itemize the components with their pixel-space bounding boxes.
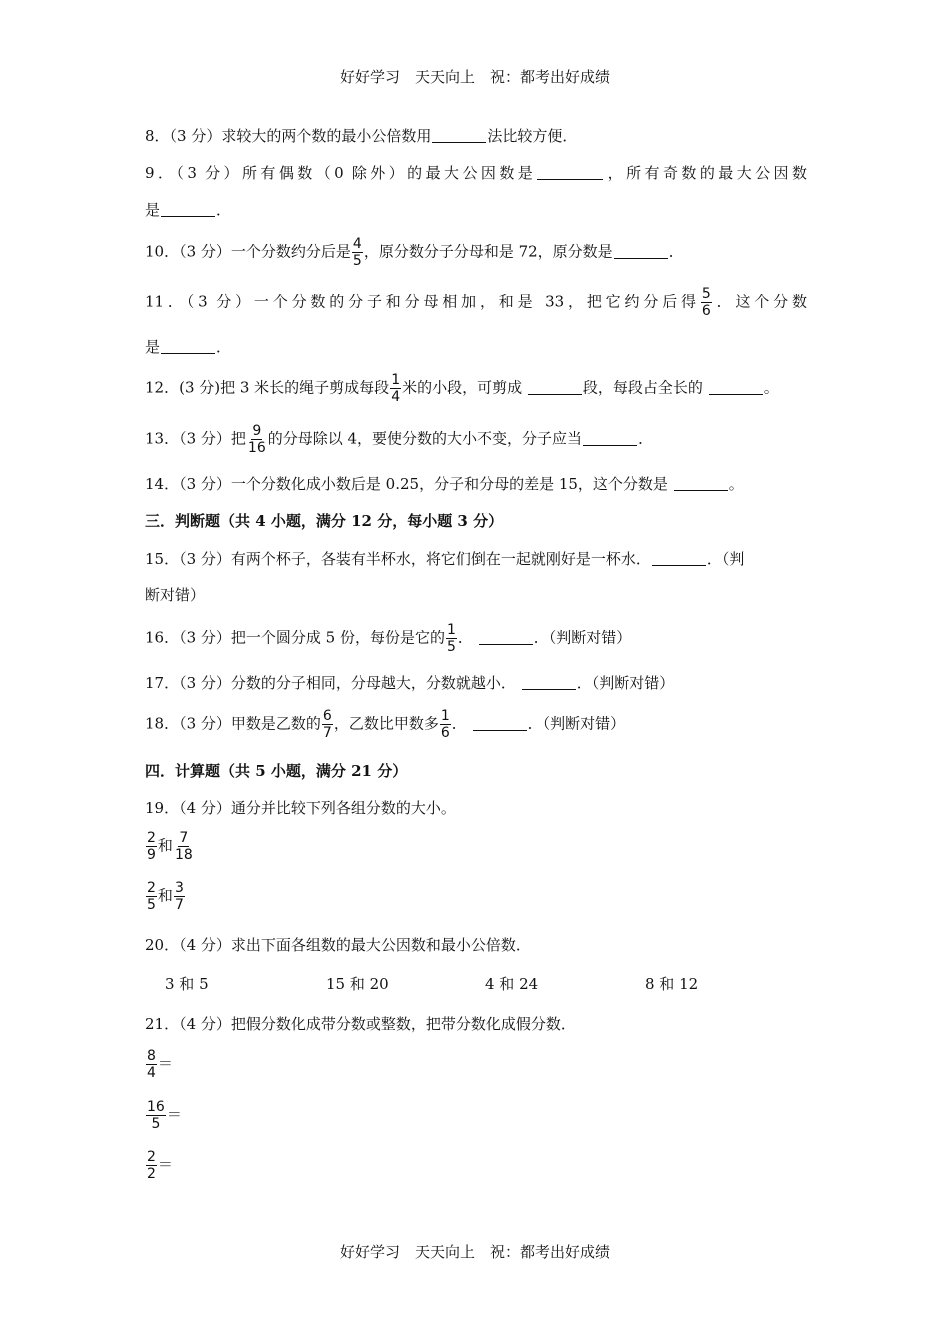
number-pair: 3 和 5	[165, 975, 209, 993]
question-19-group-1: $\frac{2}{9}$ 和 $\frac{7}{18}$	[147, 830, 193, 863]
question-10: 10．（3 分）一个分数约分后是 $\frac{4}{5}$ ，原分数分子分母和是 72，原分数是 ．	[145, 236, 684, 269]
question-15-line1: 15．（3 分）有两个杯子，各装有半杯水，将它们倒在一起就刚好是一杯水． ．（判	[145, 550, 745, 568]
question-11-line2: 是 ．	[145, 338, 232, 356]
number-pair: 4 和 24	[485, 975, 539, 993]
answer-blank[interactable]	[432, 128, 486, 143]
number-pair: 8 和 12	[645, 975, 699, 993]
question-19-group-2: $\frac{2}{5}$ 和 $\frac{3}{7}$	[147, 880, 184, 913]
answer-blank[interactable]	[709, 380, 763, 395]
fraction: $\frac{1}{6}$	[440, 708, 450, 741]
answer-blank[interactable]	[473, 716, 527, 731]
question-21: 21．（4 分）把假分数化成带分数或整数，把带分数化成假分数．	[145, 1015, 576, 1033]
answer-blank[interactable]	[161, 339, 215, 354]
fraction: $\frac{1}{4}$	[391, 372, 401, 405]
question-19: 19．（4 分）通分并比较下列各组分数的大小。	[145, 799, 456, 817]
question-21-item-3: $\frac{2}{2}$ ＝	[147, 1149, 173, 1182]
answer-blank[interactable]	[479, 630, 533, 645]
number-pair: 15 和 20	[326, 975, 389, 993]
question-8: 8．（3 分）求较大的两个数的最小公倍数用 法比较方便．	[145, 127, 578, 145]
fraction: $\frac{8}{4}$	[147, 1048, 156, 1081]
question-21-item-1: $\frac{8}{4}$ ＝	[147, 1048, 173, 1081]
fraction: $\frac{2}{9}$	[147, 830, 156, 863]
section-4-title: 四．计算题（共 5 小题，满分 21 分）	[145, 762, 408, 780]
fraction: $\frac{16}{5}$	[147, 1099, 165, 1132]
page-header: 好好学习 天天向上 祝：都考出好成绩	[339, 68, 610, 86]
fraction: $\frac{7}{18}$	[174, 830, 193, 863]
fraction: $\frac{4}{5}$	[352, 236, 362, 269]
question-17: 17．（3 分）分数的分子相同，分母越大，分数就越小． ．（判断对错）	[145, 674, 675, 692]
question-15-line2: 断对错）	[145, 586, 206, 604]
question-13: 13．（3 分）把 $\frac{9}{16}$ 的分母除以 4，要使分数的大小不变，分子应当 ．	[145, 423, 654, 456]
answer-blank[interactable]	[537, 165, 603, 180]
question-9-line1: 9．（3 分）所有偶数（0 除外）的最大公因数是 ，所有奇数的最大公因数	[145, 164, 807, 182]
answer-blank[interactable]	[528, 380, 582, 395]
fraction: $\frac{5}{6}$	[701, 286, 711, 319]
fraction: $\frac{3}{7}$	[174, 880, 184, 913]
question-16: 16．（3 分）把一个圆分成 5 份，每份是它的 $\frac{1}{5}$ ． ．（判断对错）	[145, 622, 632, 655]
page-footer: 好好学习 天天向上 祝：都考出好成绩	[339, 1243, 610, 1261]
question-18: 18．（3 分）甲数是乙数的 $\frac{6}{7}$ ，乙数比甲数多 $\frac{1}{6}$ ． ．（判断对错）	[145, 708, 626, 741]
answer-blank[interactable]	[583, 431, 637, 446]
fraction: $\frac{9}{16}$	[247, 423, 266, 456]
answer-blank[interactable]	[652, 551, 706, 566]
question-14: 14．（3 分）一个分数化成小数后是 0.25，分子和分母的差是 15，这个分数是 。	[145, 475, 744, 493]
fraction: $\frac{2}{2}$	[147, 1149, 156, 1182]
answer-blank[interactable]	[522, 675, 576, 690]
question-11-line1: 11．（3 分）一个分数的分子和分母相加，和是 33，把它约分后得 $\frac{5}{6}$ ．这个分数	[145, 286, 807, 319]
question-20-pairs	[145, 973, 807, 993]
fraction: $\frac{2}{5}$	[147, 880, 156, 913]
question-21-item-2: $\frac{16}{5}$ ＝	[147, 1099, 182, 1132]
fraction: $\frac{1}{5}$	[446, 622, 456, 655]
question-12: 12．(3 分)把 3 米长的绳子剪成每段 $\frac{1}{4}$ 米的小段，可剪成 段，每段占全长的 。	[145, 372, 779, 405]
fraction: $\frac{6}{7}$	[322, 708, 332, 741]
answer-blank[interactable]	[674, 476, 728, 491]
question-20: 20．（4 分）求出下面各组数的最大公因数和最小公倍数．	[145, 936, 531, 954]
answer-blank[interactable]	[161, 202, 215, 217]
question-9-line2: 是 ．	[145, 201, 232, 219]
section-3-title: 三．判断题（共 4 小题，满分 12 分，每小题 3 分）	[145, 512, 504, 530]
answer-blank[interactable]	[614, 244, 668, 259]
